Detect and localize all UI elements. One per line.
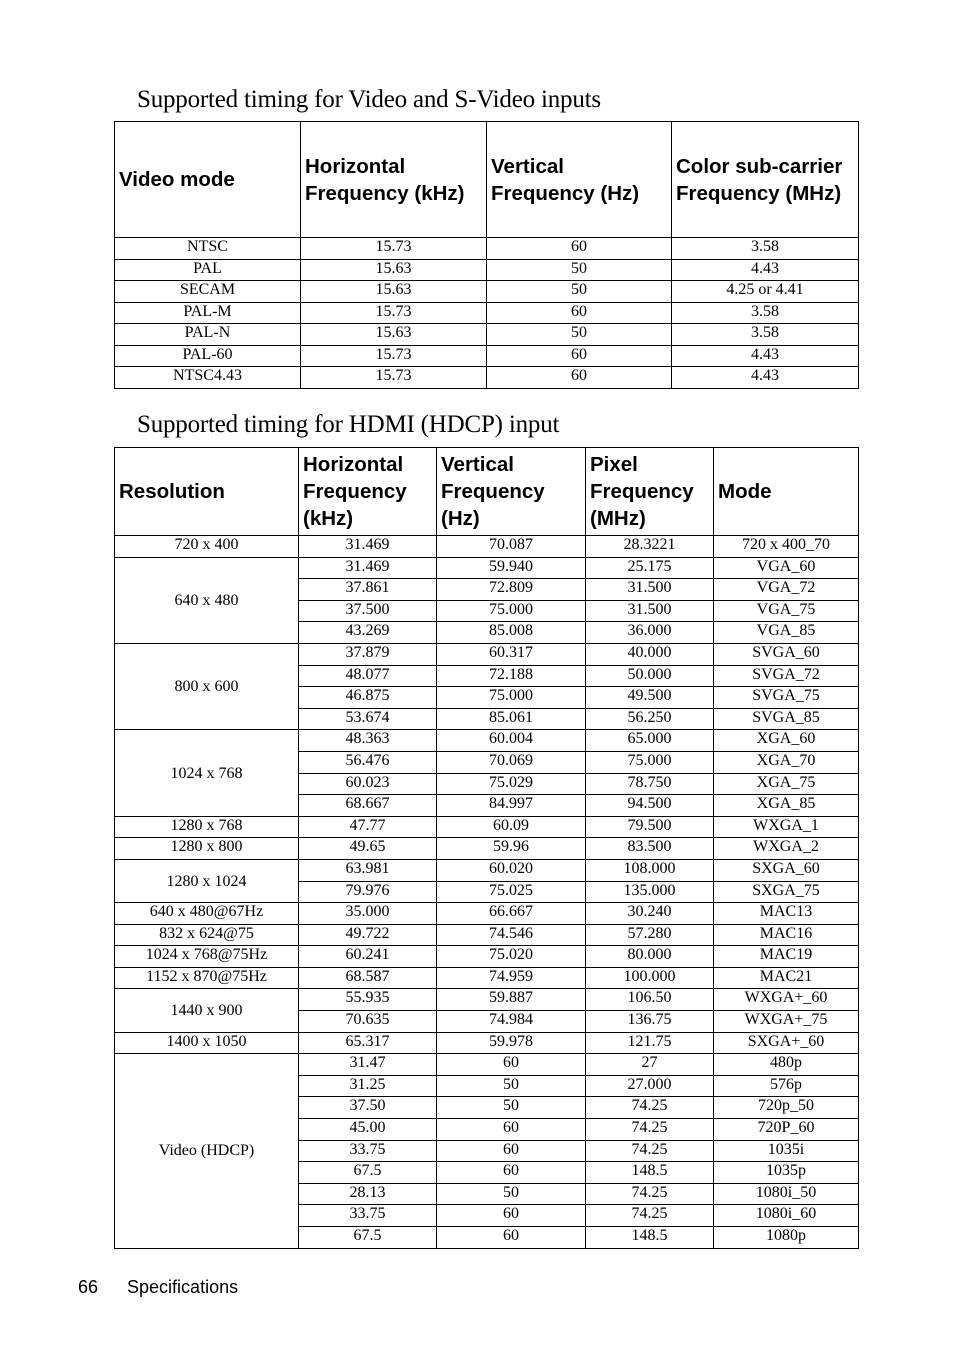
resolution-cell: 1152 x 870@75Hz [115, 967, 299, 989]
table-cell: SVGA_85 [714, 708, 859, 730]
resolution-cell: 1400 x 1050 [115, 1032, 299, 1054]
table-cell: SXGA+_60 [714, 1032, 859, 1054]
hdmi-table-header-row [115, 448, 859, 536]
table-cell: 28.3221 [586, 536, 714, 558]
column-header-pixel-frequency: Pixel Frequency (MHz) [586, 448, 714, 536]
table-cell: 79.500 [586, 816, 714, 838]
resolution-cell: 1440 x 900 [115, 989, 299, 1032]
table-cell: XGA_60 [714, 730, 859, 752]
table-row [115, 557, 859, 579]
table-row [115, 367, 859, 389]
table-cell: 135.000 [586, 881, 714, 903]
video-table-header-row [115, 122, 859, 238]
table-cell: MAC13 [714, 903, 859, 925]
table-cell: 59.96 [437, 838, 586, 860]
table-cell: 60 [487, 367, 672, 389]
table-cell: XGA_85 [714, 795, 859, 817]
table-cell: VGA_60 [714, 557, 859, 579]
column-header-video-mode: Video mode [115, 122, 301, 238]
table-cell: 84.997 [437, 795, 586, 817]
table-cell: 94.500 [586, 795, 714, 817]
table-cell: 60 [487, 345, 672, 367]
table-row [115, 281, 859, 303]
table-row [115, 816, 859, 838]
table-cell: 148.5 [586, 1227, 714, 1249]
table-row [115, 838, 859, 860]
table-cell: 60 [437, 1119, 586, 1141]
table-row [115, 967, 859, 989]
table-cell: XGA_75 [714, 773, 859, 795]
table-cell: 121.75 [586, 1032, 714, 1054]
table-cell: 60.020 [437, 859, 586, 881]
table-cell: 67.5 [299, 1162, 437, 1184]
table-cell: 15.73 [301, 345, 487, 367]
table-cell: 60 [437, 1162, 586, 1184]
table-cell: 70.635 [299, 1011, 437, 1033]
table-cell: 27.000 [586, 1075, 714, 1097]
table-cell: 15.73 [301, 238, 487, 260]
table-cell: 65.317 [299, 1032, 437, 1054]
table-cell: 68.667 [299, 795, 437, 817]
table-cell: 576p [714, 1075, 859, 1097]
table-cell: 60.241 [299, 946, 437, 968]
table-cell: 15.63 [301, 324, 487, 346]
table-cell: 50 [437, 1097, 586, 1119]
table-cell: 1080p [714, 1227, 859, 1249]
table-cell: 60.09 [437, 816, 586, 838]
table-cell: 49.722 [299, 924, 437, 946]
table-cell: 720P_60 [714, 1119, 859, 1141]
table-cell: 31.469 [299, 557, 437, 579]
table-cell: MAC16 [714, 924, 859, 946]
table-cell: PAL-M [115, 302, 301, 324]
table-cell: 50 [487, 259, 672, 281]
table-cell: 74.984 [437, 1011, 586, 1033]
table-cell: 60 [437, 1227, 586, 1249]
column-header-horizontal-frequency: Horizontal Frequency (kHz) [299, 448, 437, 536]
table-cell: 60 [487, 238, 672, 260]
column-header-vertical-frequency: Vertical Frequency (Hz) [437, 448, 586, 536]
table-cell: PAL-N [115, 324, 301, 346]
table-cell: 72.809 [437, 579, 586, 601]
table-cell: 37.500 [299, 600, 437, 622]
table-cell: 31.47 [299, 1054, 437, 1076]
table-cell: 40.000 [586, 643, 714, 665]
table-cell: 50 [437, 1183, 586, 1205]
table-cell: 33.75 [299, 1140, 437, 1162]
table-cell: MAC21 [714, 967, 859, 989]
table-row [115, 324, 859, 346]
table-cell: 106.50 [586, 989, 714, 1011]
table-cell: 37.861 [299, 579, 437, 601]
table-cell: 36.000 [586, 622, 714, 644]
column-header-mode: Mode [714, 448, 859, 536]
table-cell: 56.250 [586, 708, 714, 730]
table-cell: 15.63 [301, 259, 487, 281]
table-cell: 72.188 [437, 665, 586, 687]
table-cell: NTSC [115, 238, 301, 260]
table-cell: 59.887 [437, 989, 586, 1011]
table-row [115, 643, 859, 665]
table-cell: PAL-60 [115, 345, 301, 367]
table-cell: 56.476 [299, 751, 437, 773]
table-cell: 108.000 [586, 859, 714, 881]
table-cell: 50 [487, 324, 672, 346]
table-cell: 31.469 [299, 536, 437, 558]
resolution-cell: 1280 x 1024 [115, 859, 299, 902]
table-cell: 720p_50 [714, 1097, 859, 1119]
table-cell: 60 [437, 1205, 586, 1227]
table-cell: 4.43 [672, 259, 859, 281]
table-cell: 31.500 [586, 600, 714, 622]
table-cell: 74.25 [586, 1097, 714, 1119]
table-row [115, 903, 859, 925]
table-cell: SVGA_72 [714, 665, 859, 687]
resolution-cell: 640 x 480@67Hz [115, 903, 299, 925]
column-header-resolution: Resolution [115, 448, 299, 536]
table-cell: 31.500 [586, 579, 714, 601]
table-cell: 49.500 [586, 687, 714, 709]
table-cell: 85.008 [437, 622, 586, 644]
table-cell: 67.5 [299, 1227, 437, 1249]
table-cell: 1080i_60 [714, 1205, 859, 1227]
table-cell: 75.025 [437, 881, 586, 903]
table-cell: 75.000 [586, 751, 714, 773]
table-row [115, 924, 859, 946]
page-footer [78, 1277, 238, 1298]
table-cell: 74.959 [437, 967, 586, 989]
table-cell: 1035i [714, 1140, 859, 1162]
table-cell: 68.587 [299, 967, 437, 989]
table-cell: 65.000 [586, 730, 714, 752]
resolution-cell: Video (HDCP) [115, 1054, 299, 1248]
table-row [115, 859, 859, 881]
page-number: 66 [78, 1277, 99, 1297]
table-cell: 480p [714, 1054, 859, 1076]
table-cell: 15.63 [301, 281, 487, 303]
table-cell: VGA_85 [714, 622, 859, 644]
table-cell: 50.000 [586, 665, 714, 687]
table-cell: 15.73 [301, 302, 487, 324]
table-cell: 60 [437, 1140, 586, 1162]
table-cell: 59.978 [437, 1032, 586, 1054]
table-cell: 75.020 [437, 946, 586, 968]
table-cell: 100.000 [586, 967, 714, 989]
resolution-cell: 640 x 480 [115, 557, 299, 643]
table-cell: 49.65 [299, 838, 437, 860]
table-cell: WXGA+_60 [714, 989, 859, 1011]
table-row [115, 345, 859, 367]
table-cell: 74.25 [586, 1140, 714, 1162]
table-cell: 60 [437, 1054, 586, 1076]
table-row [115, 1054, 859, 1076]
video-timing-title: Supported timing for Video and S-Video inputs [137, 86, 601, 113]
resolution-cell: 1024 x 768@75Hz [115, 946, 299, 968]
footer-section-name: Specifications [127, 1277, 239, 1297]
table-cell: XGA_70 [714, 751, 859, 773]
resolution-cell: 832 x 624@75 [115, 924, 299, 946]
table-cell: 1035p [714, 1162, 859, 1184]
table-row [115, 302, 859, 324]
table-cell: PAL [115, 259, 301, 281]
table-cell: 48.363 [299, 730, 437, 752]
table-cell: 3.58 [672, 324, 859, 346]
table-row [115, 259, 859, 281]
table-cell: SVGA_75 [714, 687, 859, 709]
table-cell: 57.280 [586, 924, 714, 946]
resolution-cell: 720 x 400 [115, 536, 299, 558]
table-cell: 59.940 [437, 557, 586, 579]
table-cell: 74.546 [437, 924, 586, 946]
table-cell: 70.069 [437, 751, 586, 773]
table-cell: 74.25 [586, 1183, 714, 1205]
table-cell: 148.5 [586, 1162, 714, 1184]
table-cell: 50 [487, 281, 672, 303]
table-cell: 63.981 [299, 859, 437, 881]
table-cell: 35.000 [299, 903, 437, 925]
table-row [115, 989, 859, 1011]
hdmi-table-body [115, 536, 859, 1249]
table-cell: WXGA_1 [714, 816, 859, 838]
table-cell: 75.029 [437, 773, 586, 795]
table-cell: 4.43 [672, 367, 859, 389]
table-row [115, 238, 859, 260]
table-cell: 4.43 [672, 345, 859, 367]
table-cell: 75.000 [437, 687, 586, 709]
table-cell: VGA_72 [714, 579, 859, 601]
table-cell: 60.023 [299, 773, 437, 795]
table-cell: 83.500 [586, 838, 714, 860]
resolution-cell: 1280 x 800 [115, 838, 299, 860]
table-cell: 50 [437, 1075, 586, 1097]
column-header-color-subcarrier-frequency: Color sub-carrier Frequency (MHz) [672, 122, 859, 238]
table-cell: 60.317 [437, 643, 586, 665]
table-cell: 79.976 [299, 881, 437, 903]
table-cell: MAC19 [714, 946, 859, 968]
table-cell: 74.25 [586, 1205, 714, 1227]
table-cell: 4.25 or 4.41 [672, 281, 859, 303]
table-cell: 70.087 [437, 536, 586, 558]
table-cell: 15.73 [301, 367, 487, 389]
table-cell: 30.240 [586, 903, 714, 925]
table-cell: WXGA+_75 [714, 1011, 859, 1033]
table-cell: VGA_75 [714, 600, 859, 622]
table-cell: 75.000 [437, 600, 586, 622]
table-cell: 3.58 [672, 238, 859, 260]
table-cell: SXGA_75 [714, 881, 859, 903]
table-cell: WXGA_2 [714, 838, 859, 860]
table-cell: SXGA_60 [714, 859, 859, 881]
table-cell: 48.077 [299, 665, 437, 687]
resolution-cell: 1280 x 768 [115, 816, 299, 838]
column-header-vertical-frequency: Vertical Frequency (Hz) [487, 122, 672, 238]
table-cell: 85.061 [437, 708, 586, 730]
table-cell: 28.13 [299, 1183, 437, 1205]
table-cell: 46.875 [299, 687, 437, 709]
table-cell: 27 [586, 1054, 714, 1076]
table-cell: 60.004 [437, 730, 586, 752]
table-cell: NTSC4.43 [115, 367, 301, 389]
table-cell: 31.25 [299, 1075, 437, 1097]
hdmi-timing-table [114, 447, 859, 1249]
table-cell: 66.667 [437, 903, 586, 925]
resolution-cell: 800 x 600 [115, 643, 299, 729]
table-cell: SVGA_60 [714, 643, 859, 665]
video-table-body [115, 238, 859, 389]
table-row [115, 946, 859, 968]
table-cell: 55.935 [299, 989, 437, 1011]
video-timing-table [114, 121, 859, 389]
table-cell: 43.269 [299, 622, 437, 644]
table-cell: 45.00 [299, 1119, 437, 1141]
table-row [115, 536, 859, 558]
table-cell: SECAM [115, 281, 301, 303]
table-cell: 47.77 [299, 816, 437, 838]
table-cell: 136.75 [586, 1011, 714, 1033]
table-row [115, 1032, 859, 1054]
resolution-cell: 1024 x 768 [115, 730, 299, 816]
table-cell: 37.50 [299, 1097, 437, 1119]
table-cell: 80.000 [586, 946, 714, 968]
table-cell: 1080i_50 [714, 1183, 859, 1205]
table-cell: 720 x 400_70 [714, 536, 859, 558]
table-cell: 78.750 [586, 773, 714, 795]
table-cell: 3.58 [672, 302, 859, 324]
table-cell: 25.175 [586, 557, 714, 579]
table-cell: 37.879 [299, 643, 437, 665]
table-row [115, 730, 859, 752]
column-header-horizontal-frequency: Horizontal Frequency (kHz) [301, 122, 487, 238]
table-cell: 60 [487, 302, 672, 324]
table-cell: 33.75 [299, 1205, 437, 1227]
table-cell: 53.674 [299, 708, 437, 730]
table-cell: 74.25 [586, 1119, 714, 1141]
hdmi-timing-title: Supported timing for HDMI (HDCP) input [137, 411, 560, 438]
